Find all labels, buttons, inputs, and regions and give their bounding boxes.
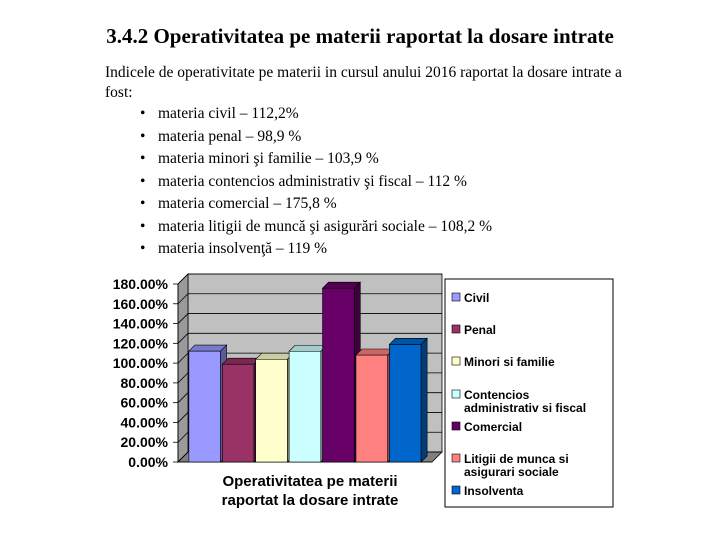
bullet-item	[140, 148, 492, 171]
bullet-dot: •	[140, 240, 146, 257]
bar-front	[189, 351, 221, 462]
legend-item	[452, 355, 555, 369]
bullet-text: materia litigii de muncă şi asigurări sociale – 108,2 %	[158, 217, 493, 235]
y-tick-label: 40.00%	[120, 414, 168, 431]
legend-swatch	[452, 325, 460, 333]
bar-front	[323, 288, 355, 462]
y-tick-label: 160.00%	[112, 295, 168, 312]
bar	[256, 353, 294, 462]
legend-label: Insolventa	[464, 484, 524, 498]
bullet-text: materia insolvenţă – 119 %	[158, 240, 328, 257]
bullet-list	[140, 103, 492, 261]
y-tick-label: 120.00%	[112, 335, 168, 352]
bar-top	[356, 349, 394, 355]
bar	[389, 338, 427, 462]
legend-label: Penal	[464, 323, 497, 337]
bar-chart	[90, 272, 630, 512]
bullet-item	[140, 171, 492, 194]
bullet-item	[140, 238, 492, 261]
y-tick-label: 60.00%	[120, 394, 168, 411]
bar-side	[421, 338, 427, 462]
legend-label: Civil	[464, 291, 490, 305]
bullet-text: materia civil – 112,2%	[158, 105, 299, 122]
legend-label: Minori si familie	[464, 355, 555, 369]
bullet-item	[140, 103, 492, 126]
bar	[289, 345, 327, 462]
bullet-dot: •	[140, 195, 146, 212]
y-tick-label: 140.00%	[112, 315, 168, 332]
bar-front	[222, 364, 254, 462]
bullet-text: materia contencios administrativ şi fiscal – 112 %	[158, 172, 467, 190]
bar-front	[256, 359, 288, 462]
page-title: 3.4.2 Operativitatea pe materii raportat la dosare intrate	[106, 24, 614, 48]
y-tick-label: 180.00%	[112, 276, 168, 292]
bullet-text: materia penal – 98,9 %	[158, 127, 302, 145]
bar	[189, 345, 227, 462]
bar	[356, 349, 394, 462]
legend-swatch	[452, 357, 460, 365]
bullet-item	[140, 126, 492, 149]
bar	[222, 358, 260, 462]
bar-top	[222, 358, 260, 364]
y-tick-label: 0.00%	[128, 454, 168, 470]
bar-top	[323, 282, 361, 288]
bullet-item	[140, 193, 492, 216]
bullet-item	[140, 216, 492, 239]
legend-label: Comercial	[464, 420, 523, 434]
legend-label: Contencios administrativ si fiscal	[464, 388, 587, 415]
bar-front	[289, 351, 321, 462]
bar-front	[389, 344, 421, 462]
y-tick-label: 100.00%	[112, 355, 168, 372]
bullet-dot: •	[140, 127, 146, 145]
bullet-dot: •	[140, 150, 146, 167]
y-tick-label: 20.00%	[120, 434, 168, 451]
y-tick-label: 80.00%	[120, 374, 168, 391]
legend-swatch	[452, 454, 460, 462]
legend-item	[452, 452, 569, 479]
bullet-dot: •	[140, 172, 146, 190]
bar-front	[356, 355, 388, 462]
x-axis-label: Operativitatea pe materii raportat la dosare intrate	[221, 473, 399, 509]
bullet-dot: •	[140, 217, 146, 235]
bullet-dot: •	[140, 105, 146, 122]
legend-label: Litigii de munca si asigurari sociale	[464, 452, 569, 479]
legend-swatch	[452, 390, 460, 398]
bar-top	[256, 353, 294, 359]
bar-top	[389, 338, 427, 344]
bullet-text: materia minori şi familie – 103,9 %	[158, 150, 379, 167]
bar	[323, 282, 361, 462]
bullet-text: materia comercial – 175,8 %	[158, 195, 337, 212]
intro-text: Indicele de operativitate pe materii in cursul anului 2016 raportat la dosare intrate a fost:	[105, 64, 622, 101]
legend-swatch	[452, 422, 460, 430]
legend-swatch	[452, 293, 460, 301]
legend-swatch	[452, 486, 460, 494]
bar-top	[289, 345, 327, 351]
bar-top	[189, 345, 227, 351]
